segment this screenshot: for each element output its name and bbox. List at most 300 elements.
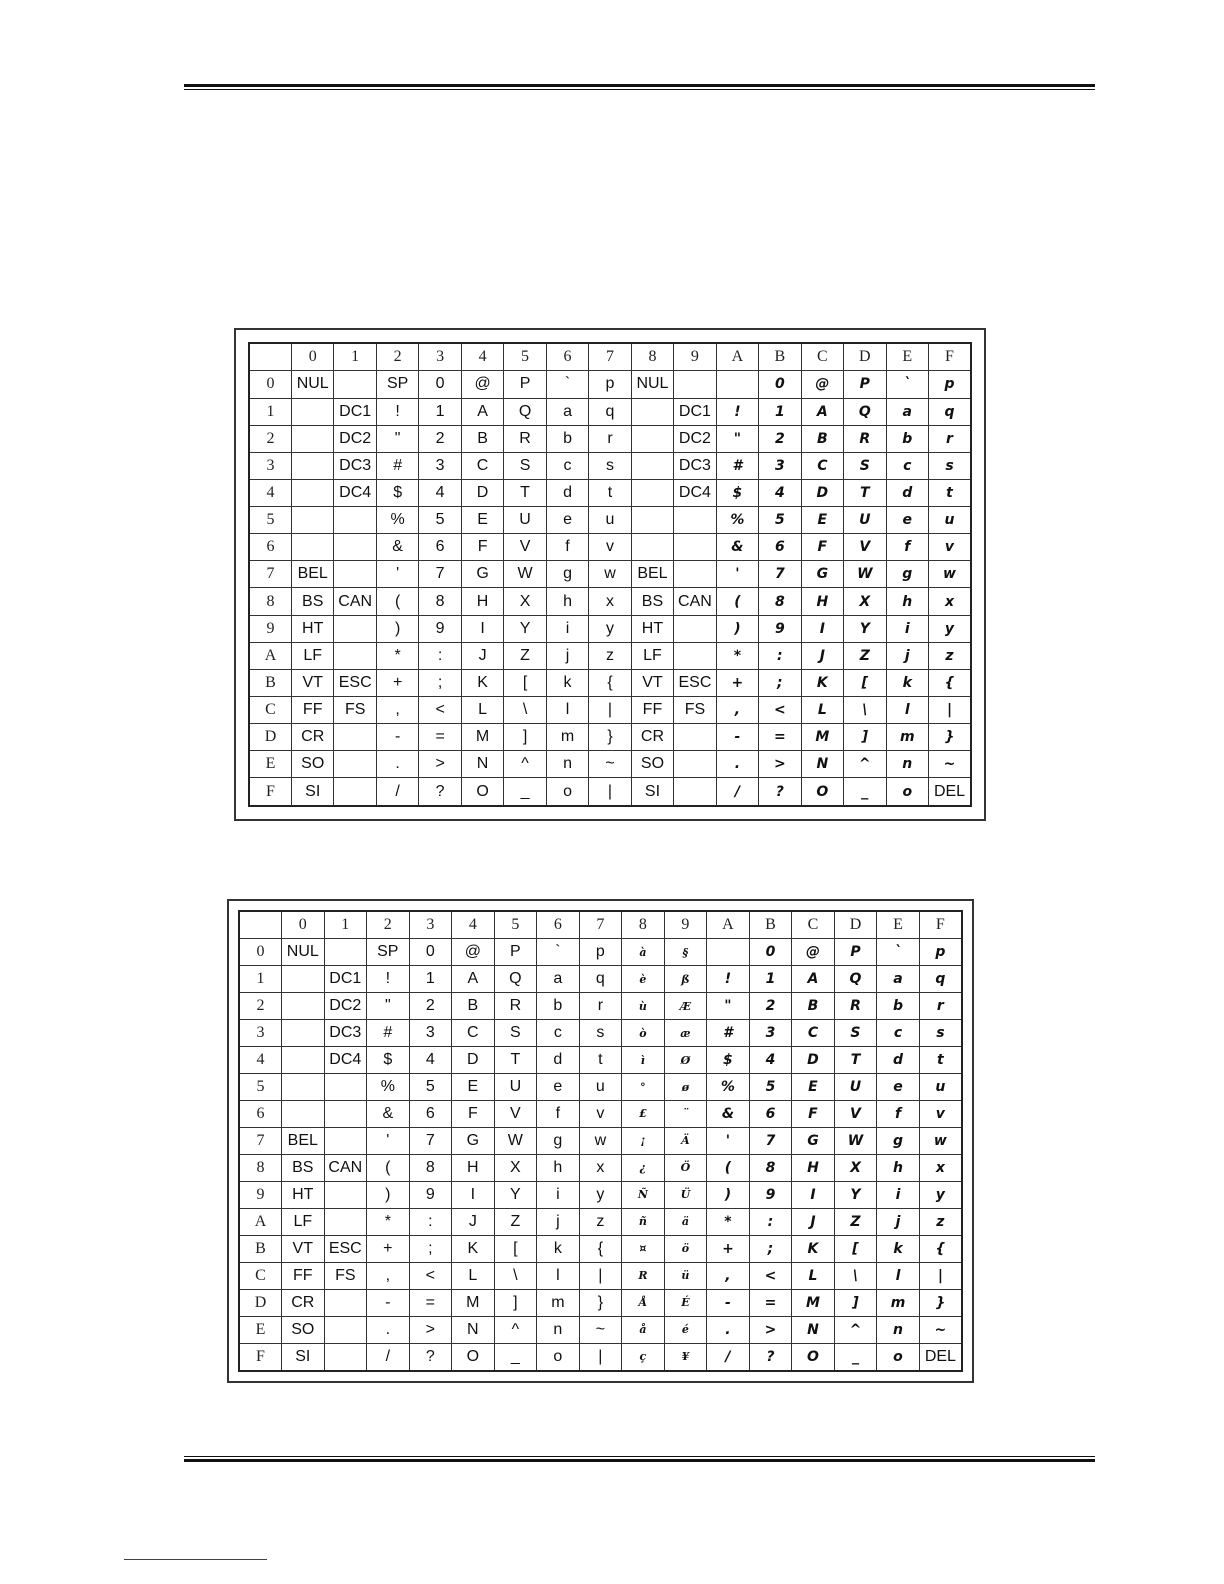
code-cell: t (919, 1047, 962, 1074)
code-cell: ! (716, 398, 758, 425)
code-cell: CAN (674, 588, 716, 615)
code-cell: { (919, 1235, 962, 1262)
code-cell: F (461, 534, 503, 561)
row-header: D (239, 1289, 282, 1316)
column-header: 9 (664, 911, 707, 939)
code-cell: G (452, 1127, 495, 1154)
code-cell: LF (631, 642, 673, 669)
code-cell: ~ (929, 751, 972, 778)
code-cell: M (452, 1289, 495, 1316)
code-cell: Q (834, 966, 877, 993)
code-cell (291, 479, 333, 506)
code-cell (291, 507, 333, 534)
table-row (239, 939, 962, 966)
code-cell: C (461, 452, 503, 479)
code-cell: BEL (282, 1127, 325, 1154)
code-cell (334, 615, 376, 642)
code-cell (674, 561, 716, 588)
code-cell: ) (707, 1181, 750, 1208)
row-header: C (249, 697, 291, 724)
code-cell: z (579, 1208, 622, 1235)
code-cell: Å (622, 1289, 665, 1316)
code-cell (674, 642, 716, 669)
code-cell: E (461, 507, 503, 534)
column-header: 0 (282, 911, 325, 939)
column-header: 5 (494, 911, 537, 939)
code-cell: , (367, 1262, 410, 1289)
code-cell: O (452, 1343, 495, 1371)
code-cell: o (886, 778, 928, 806)
code-cell: [ (844, 669, 886, 696)
code-cell: J (452, 1208, 495, 1235)
code-cell: g (537, 1127, 580, 1154)
code-cell (674, 751, 716, 778)
code-cell: 1 (419, 398, 461, 425)
row-header: 7 (239, 1127, 282, 1154)
code-cell: M (461, 724, 503, 751)
code-cell: O (792, 1343, 835, 1371)
code-cell: VT (291, 669, 333, 696)
row-header: F (249, 778, 291, 806)
code-cell: k (537, 1235, 580, 1262)
code-cell: R (622, 1262, 665, 1289)
code-cell: v (929, 534, 972, 561)
code-cell: 7 (749, 1127, 792, 1154)
table-row (249, 507, 971, 534)
code-cell: 4 (419, 479, 461, 506)
code-cell: ' (707, 1127, 750, 1154)
code-cell: I (792, 1181, 835, 1208)
code-cell: ñ (622, 1208, 665, 1235)
code-cell: U (494, 1074, 537, 1101)
code-cell (334, 561, 376, 588)
code-cell (334, 778, 376, 806)
code-cell: | (589, 778, 631, 806)
code-cell: U (504, 507, 546, 534)
code-cell (282, 1074, 325, 1101)
code-cell: W (844, 561, 886, 588)
code-cell: W (494, 1127, 537, 1154)
row-header: A (239, 1208, 282, 1235)
code-cell: æ (664, 1020, 707, 1047)
code-cell: ( (376, 588, 418, 615)
code-cell: Q (844, 398, 886, 425)
code-cell: ¿ (622, 1154, 665, 1181)
code-cell: NUL (631, 371, 673, 398)
code-cell: Ö (664, 1154, 707, 1181)
code-cell: , (376, 697, 418, 724)
code-cell: 6 (409, 1100, 452, 1127)
code-cell: s (929, 452, 972, 479)
column-header: C (792, 911, 835, 939)
code-cell: A (461, 398, 503, 425)
code-cell: f (877, 1100, 920, 1127)
code-cell: F (801, 534, 843, 561)
column-header: 7 (589, 343, 631, 371)
code-cell: < (749, 1262, 792, 1289)
code-cell: - (376, 724, 418, 751)
code-cell: 0 (759, 371, 801, 398)
column-header: 3 (419, 343, 461, 371)
row-header: B (249, 669, 291, 696)
code-cell: ' (376, 561, 418, 588)
code-cell: SO (291, 751, 333, 778)
code-cell: c (537, 1020, 580, 1047)
code-cell: Y (504, 615, 546, 642)
column-header: D (834, 911, 877, 939)
code-cell: CAN (334, 588, 376, 615)
code-cell: ( (716, 588, 758, 615)
code-cell: / (367, 1343, 410, 1371)
code-cell (334, 751, 376, 778)
code-cell: _ (494, 1343, 537, 1371)
table-row (249, 778, 971, 806)
code-cell: L (792, 1262, 835, 1289)
code-cell: DC3 (674, 452, 716, 479)
code-cell: _ (834, 1343, 877, 1371)
table-row (239, 993, 962, 1020)
code-cell: £ (622, 1100, 665, 1127)
row-header: 1 (239, 966, 282, 993)
code-cell: 5 (409, 1074, 452, 1101)
code-cell: l (537, 1262, 580, 1289)
code-cell: p (919, 939, 962, 966)
code-cell: V (504, 534, 546, 561)
code-cell: } (929, 724, 972, 751)
code-cell: ¥ (664, 1343, 707, 1371)
code-cell: J (801, 642, 843, 669)
code-cell: } (919, 1289, 962, 1316)
code-cell: n (886, 751, 928, 778)
code-cell: \ (504, 697, 546, 724)
code-cell: e (537, 1074, 580, 1101)
code-cell: z (919, 1208, 962, 1235)
code-cell: S (844, 452, 886, 479)
table-row (239, 1316, 962, 1343)
code-cell: y (919, 1181, 962, 1208)
code-cell: 5 (759, 507, 801, 534)
code-cell: x (919, 1154, 962, 1181)
column-header: 9 (674, 343, 716, 371)
code-cell: ^ (494, 1316, 537, 1343)
code-cell: ` (886, 371, 928, 398)
code-cell: ( (367, 1154, 410, 1181)
code-cell: § (664, 939, 707, 966)
code-cell: V (844, 534, 886, 561)
code-cell (631, 452, 673, 479)
code-cell: z (589, 642, 631, 669)
code-cell: - (716, 724, 758, 751)
code-cell: < (759, 697, 801, 724)
code-cell: w (929, 561, 972, 588)
row-header: 9 (249, 615, 291, 642)
code-cell: Q (504, 398, 546, 425)
code-cell (674, 371, 716, 398)
column-header: 6 (537, 911, 580, 939)
code-cell: DC1 (324, 966, 367, 993)
table-row (249, 615, 971, 642)
code-cell: % (707, 1074, 750, 1101)
code-cell: CAN (324, 1154, 367, 1181)
code-cell: { (589, 669, 631, 696)
code-cell: ; (409, 1235, 452, 1262)
table-row (239, 1289, 962, 1316)
code-cell: NUL (291, 371, 333, 398)
code-cell: u (919, 1074, 962, 1101)
code-cell: ì (622, 1047, 665, 1074)
code-cell: O (461, 778, 503, 806)
code-cell: T (844, 479, 886, 506)
code-cell: è (622, 966, 665, 993)
row-header: 2 (239, 993, 282, 1020)
code-cell: Ø (664, 1047, 707, 1074)
table-row (249, 697, 971, 724)
code-cell: q (929, 398, 972, 425)
code-cell (324, 1181, 367, 1208)
code-cell: h (886, 588, 928, 615)
code-cell: G (461, 561, 503, 588)
code-cell: i (537, 1181, 580, 1208)
code-cell: P (494, 939, 537, 966)
code-cell: 0 (409, 939, 452, 966)
code-cell (282, 1047, 325, 1074)
code-cell: ! (376, 398, 418, 425)
code-cell: K (801, 669, 843, 696)
code-cell: > (749, 1316, 792, 1343)
row-header: 7 (249, 561, 291, 588)
code-cell: Z (834, 1208, 877, 1235)
code-cell: b (886, 425, 928, 452)
row-header: 6 (249, 534, 291, 561)
code-cell: ' (367, 1127, 410, 1154)
code-cell (674, 507, 716, 534)
code-cell: SO (282, 1316, 325, 1343)
code-cell: _ (504, 778, 546, 806)
code-cell: D (452, 1047, 495, 1074)
code-cell: n (546, 751, 588, 778)
code-cell: DC4 (324, 1047, 367, 1074)
code-cell: Z (844, 642, 886, 669)
code-cell (324, 939, 367, 966)
code-cell: m (886, 724, 928, 751)
code-cell: # (367, 1020, 410, 1047)
code-cell: v (589, 534, 631, 561)
code-cell (324, 1208, 367, 1235)
code-cell: H (801, 588, 843, 615)
code-cell (291, 452, 333, 479)
code-cell: f (537, 1100, 580, 1127)
code-cell (324, 1127, 367, 1154)
code-cell: r (579, 993, 622, 1020)
table-row (249, 669, 971, 696)
code-cell: LF (282, 1208, 325, 1235)
code-cell: f (546, 534, 588, 561)
code-cell: s (579, 1020, 622, 1047)
row-header: 8 (249, 588, 291, 615)
table-row (239, 1074, 962, 1101)
code-cell: T (834, 1047, 877, 1074)
code-cell: \ (494, 1262, 537, 1289)
column-header: 4 (452, 911, 495, 939)
code-cell: [ (504, 669, 546, 696)
code-cell: u (579, 1074, 622, 1101)
code-cell (674, 615, 716, 642)
code-cell: VT (282, 1235, 325, 1262)
code-cell: i (886, 615, 928, 642)
code-cell: DC1 (674, 398, 716, 425)
code-cell: x (929, 588, 972, 615)
code-cell: LF (291, 642, 333, 669)
row-header: 5 (239, 1074, 282, 1101)
code-cell: w (579, 1127, 622, 1154)
code-cell: BS (282, 1154, 325, 1181)
code-cell: H (792, 1154, 835, 1181)
code-cell: D (461, 479, 503, 506)
code-cell: N (452, 1316, 495, 1343)
code-cell: T (494, 1047, 537, 1074)
code-cell: a (877, 966, 920, 993)
code-cell: ü (664, 1262, 707, 1289)
table-row (239, 1181, 962, 1208)
row-header: 2 (249, 425, 291, 452)
footer-rule (184, 1456, 1095, 1462)
code-cell: V (834, 1100, 877, 1127)
code-cell: Z (494, 1208, 537, 1235)
code-cell: ) (716, 615, 758, 642)
table-row (239, 1235, 962, 1262)
code-cell: > (759, 751, 801, 778)
character-code-table-2 (227, 899, 974, 1383)
code-cell: w (589, 561, 631, 588)
code-cell: G (801, 561, 843, 588)
code-cell: ; (759, 669, 801, 696)
code-cell: . (716, 751, 758, 778)
code-cell (324, 1343, 367, 1371)
code-cell: ] (504, 724, 546, 751)
code-cell: / (716, 778, 758, 806)
code-cell: T (504, 479, 546, 506)
table-row (249, 724, 971, 751)
code-cell: 5 (419, 507, 461, 534)
code-cell: SI (291, 778, 333, 806)
column-header: B (749, 911, 792, 939)
code-cell: 7 (409, 1127, 452, 1154)
code-cell: 6 (749, 1100, 792, 1127)
code-cell (631, 534, 673, 561)
code-cell: 0 (749, 939, 792, 966)
row-header: E (249, 751, 291, 778)
code-cell: L (801, 697, 843, 724)
code-cell: p (589, 371, 631, 398)
code-cell: { (929, 669, 972, 696)
code-cell: H (461, 588, 503, 615)
code-cell: ESC (674, 669, 716, 696)
column-header: 8 (622, 911, 665, 939)
code-cell: Y (834, 1181, 877, 1208)
table-row (249, 425, 971, 452)
code-cell: D (792, 1047, 835, 1074)
table-row (239, 1343, 962, 1371)
code-cell: m (537, 1289, 580, 1316)
code-cell: e (546, 507, 588, 534)
code-cell: , (716, 697, 758, 724)
code-cell: C (792, 1020, 835, 1047)
code-cell: FF (631, 697, 673, 724)
code-cell: y (929, 615, 972, 642)
code-cell: ¡ (622, 1127, 665, 1154)
column-header: 5 (504, 343, 546, 371)
code-cell: ~ (919, 1316, 962, 1343)
code-cell: ) (367, 1181, 410, 1208)
column-header: D (844, 343, 886, 371)
code-cell: d (537, 1047, 580, 1074)
code-cell: s (589, 452, 631, 479)
code-cell: ~ (579, 1316, 622, 1343)
code-cell: FS (334, 697, 376, 724)
code-cell: $ (716, 479, 758, 506)
code-cell: ! (367, 966, 410, 993)
code-cell: DC3 (324, 1020, 367, 1047)
code-cell: C (452, 1020, 495, 1047)
code-cell: N (801, 751, 843, 778)
code-cell: A (452, 966, 495, 993)
code-cell: ' (716, 561, 758, 588)
code-cell: 1 (759, 398, 801, 425)
code-cell: p (579, 939, 622, 966)
code-cell: W (504, 561, 546, 588)
table-row (249, 642, 971, 669)
code-cell: CR (631, 724, 673, 751)
code-cell: & (707, 1100, 750, 1127)
code-cell (324, 1316, 367, 1343)
table-row (239, 1047, 962, 1074)
corner-cell (239, 911, 282, 939)
column-header: 1 (324, 911, 367, 939)
code-cell: V (494, 1100, 537, 1127)
code-cell: l (877, 1262, 920, 1289)
table-row (239, 1020, 962, 1047)
code-cell: y (579, 1181, 622, 1208)
table-row (249, 534, 971, 561)
code-cell: ] (494, 1289, 537, 1316)
code-cell: w (919, 1127, 962, 1154)
code-cell: R (844, 425, 886, 452)
code-cell: % (716, 507, 758, 534)
code-cell: 1 (749, 966, 792, 993)
code-cell: 4 (759, 479, 801, 506)
code-cell: ] (844, 724, 886, 751)
code-cell: 8 (759, 588, 801, 615)
column-header: 2 (376, 343, 418, 371)
code-cell: k (546, 669, 588, 696)
row-header: 3 (249, 452, 291, 479)
code-cell: ° (622, 1074, 665, 1101)
code-cell: } (589, 724, 631, 751)
code-cell: $ (376, 479, 418, 506)
row-header: 9 (239, 1181, 282, 1208)
code-cell: @ (452, 939, 495, 966)
code-cell: c (877, 1020, 920, 1047)
table-row (249, 561, 971, 588)
code-cell: & (367, 1100, 410, 1127)
code-cell: * (376, 642, 418, 669)
code-cell (674, 778, 716, 806)
code-cell: 7 (419, 561, 461, 588)
code-cell: A (792, 966, 835, 993)
code-cell: . (367, 1316, 410, 1343)
code-cell: 9 (409, 1181, 452, 1208)
code-cell: S (494, 1020, 537, 1047)
